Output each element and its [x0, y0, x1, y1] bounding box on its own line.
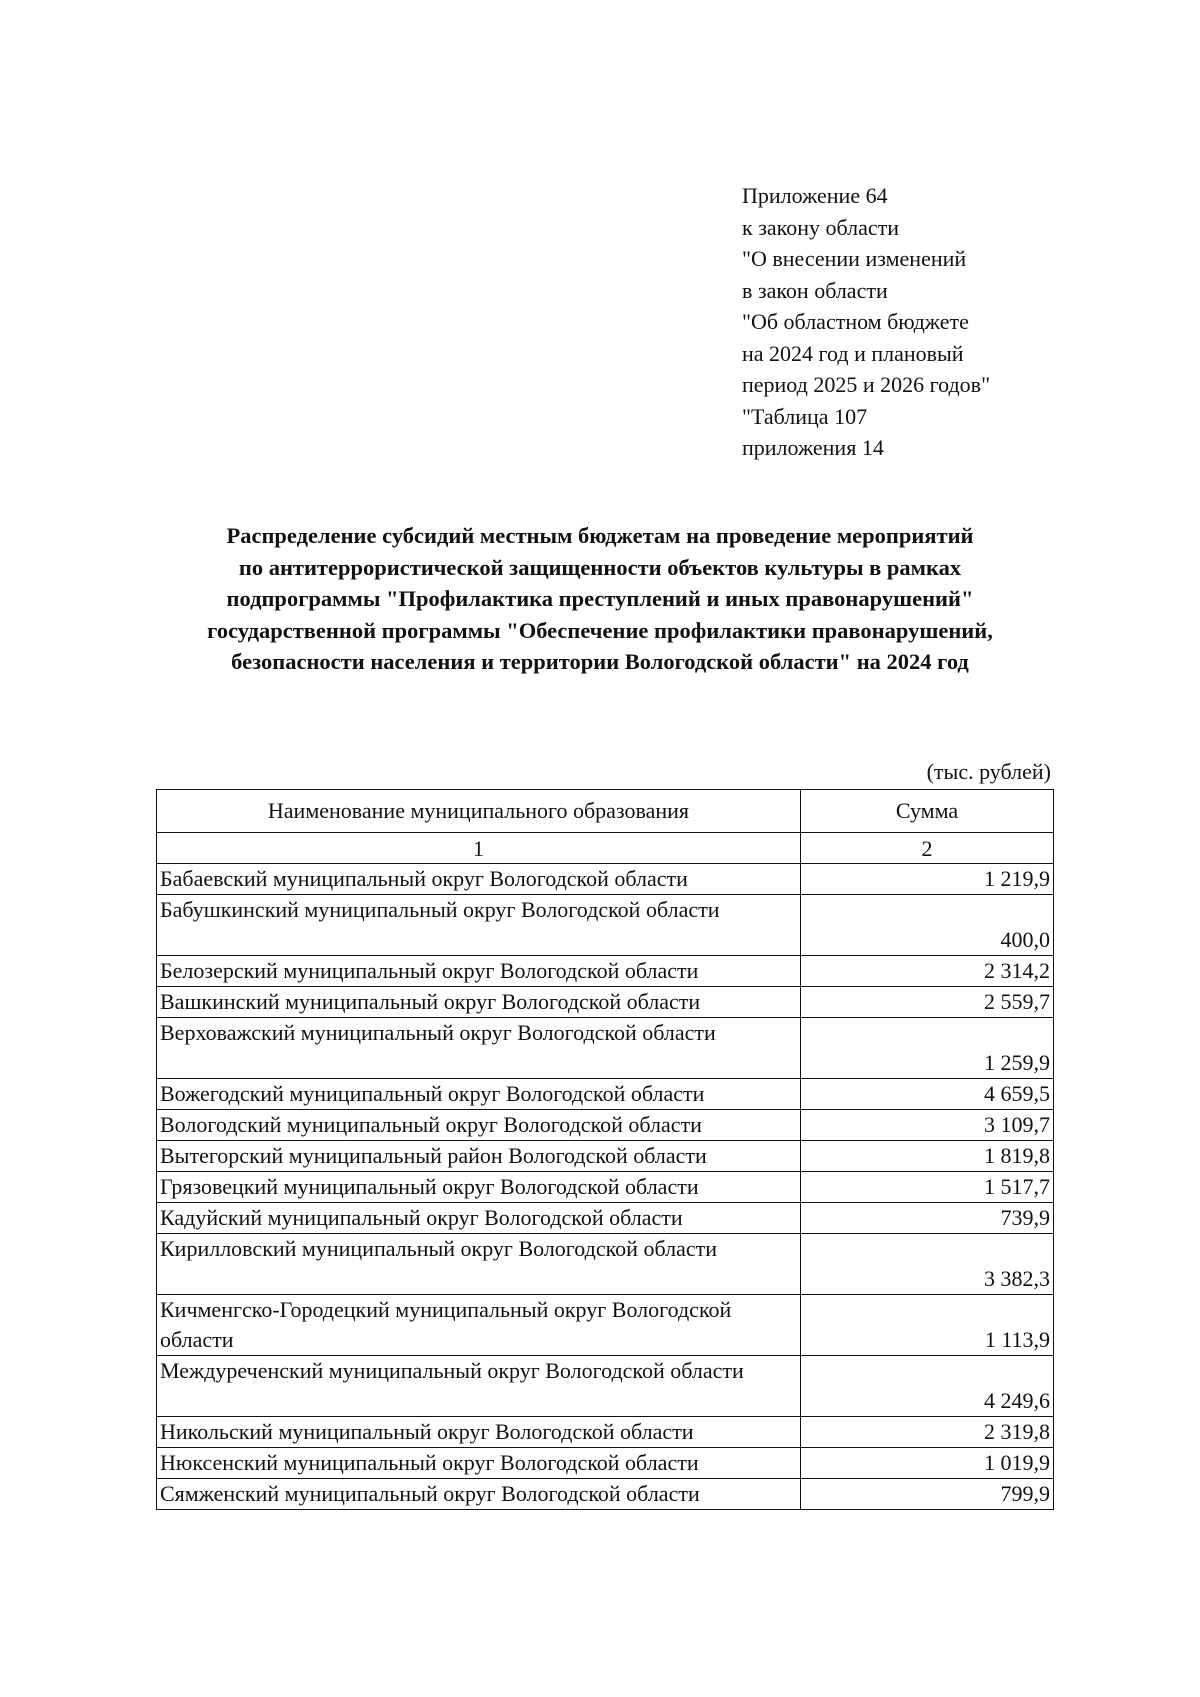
title-line: Распределение субсидий местным бюджетам на проведение мероприятий: [226, 523, 974, 548]
subsidy-sum: 2 314,2: [800, 956, 1053, 987]
municipality-name: Вологодский муниципальный округ Вологодской области: [157, 1110, 801, 1141]
municipality-name: Кадуйский муниципальный округ Вологодской области: [157, 1203, 801, 1234]
column-number: 1: [157, 833, 801, 864]
title-line: государственной программы "Обеспечение профилактики правонарушений,: [207, 617, 993, 643]
subsidy-sum: 1 819,8: [800, 1141, 1053, 1172]
municipality-name: Грязовецкий муниципальный округ Вологодской области: [157, 1172, 801, 1203]
column-number-row: [157, 833, 1054, 864]
municipality-name: Никольский муниципальный округ Вологодской области: [157, 1417, 801, 1448]
header-name: Наименование муниципального образования: [157, 790, 801, 833]
subsidy-sum: 400,0: [800, 895, 1053, 956]
municipality-name: Вашкинский муниципальный округ Вологодской области: [157, 987, 801, 1018]
municipality-name: Бабаевский муниципальный округ Вологодской области: [157, 864, 801, 895]
title-line: безопасности населения и территории Вологодской области" на 2024 год: [231, 649, 969, 674]
appendix-line: "Об областном бюджете: [742, 309, 969, 334]
subsidy-sum: 2 319,8: [800, 1417, 1053, 1448]
table-row: [157, 895, 1054, 956]
municipality-name: Вожегодский муниципальный округ Вологодской области: [157, 1079, 801, 1110]
appendix-line: на 2024 год и плановый: [742, 340, 964, 366]
municipality-name: Кирилловский муниципальный округ Вологодской области: [157, 1234, 801, 1295]
header-sum: Сумма: [800, 790, 1053, 833]
title-line: подпрограммы "Профилактика преступлений и иных правонарушений": [226, 586, 974, 611]
table-row: [157, 1448, 1054, 1479]
appendix-line: период 2025 и 2026 годов": [742, 372, 991, 397]
appendix-line: в закон области: [742, 277, 888, 303]
table-row: [157, 1234, 1054, 1295]
subsidy-sum: 1 113,9: [800, 1295, 1053, 1356]
document-title: [140, 520, 1060, 678]
table-row: [157, 1172, 1054, 1203]
table-row: [157, 1079, 1054, 1110]
table-row: [157, 956, 1054, 987]
table-row: [157, 864, 1054, 895]
municipality-name: Сямженский муниципальный округ Вологодской области: [157, 1479, 801, 1510]
appendix-line: к закону области: [742, 214, 900, 240]
distribution-table: [156, 789, 1054, 1510]
units-label: (тыс. рублей): [926, 759, 1051, 784]
subsidy-sum: 4 249,6: [800, 1356, 1053, 1417]
table-row: [157, 1018, 1054, 1079]
appendix-line: Приложение 64: [742, 183, 888, 208]
table-row: [157, 1295, 1054, 1356]
subsidy-sum: 739,9: [800, 1203, 1053, 1234]
municipality-name: Бабушкинский муниципальный округ Вологодской области: [157, 895, 801, 956]
subsidy-sum: 1 219,9: [800, 864, 1053, 895]
table-row: [157, 1203, 1054, 1234]
appendix-line: "Таблица 107: [742, 403, 868, 429]
appendix-line: приложения 14: [742, 435, 884, 460]
municipality-name: Вытегорский муниципальный район Вологодской области: [157, 1141, 801, 1172]
table-row: [157, 1417, 1054, 1448]
appendix-line: "О внесении изменений: [742, 246, 967, 271]
subsidy-sum: 3 109,7: [800, 1110, 1053, 1141]
municipality-name: Верховажский муниципальный округ Вологодской области: [157, 1018, 801, 1079]
appendix-reference: [742, 180, 990, 464]
subsidy-sum: 2 559,7: [800, 987, 1053, 1018]
table-row: [157, 1141, 1054, 1172]
table-row: [157, 1479, 1054, 1510]
table-row: [157, 1110, 1054, 1141]
column-number: 2: [800, 833, 1053, 864]
subsidy-sum: 1 019,9: [800, 1448, 1053, 1479]
municipality-name: Белозерский муниципальный округ Вологодской области: [157, 956, 801, 987]
subsidy-sum: 3 382,3: [800, 1234, 1053, 1295]
subsidy-sum: 4 659,5: [800, 1079, 1053, 1110]
table-row: [157, 987, 1054, 1018]
municipality-name: Кичменгско-Городецкий муниципальный округ Вологодской области: [157, 1295, 801, 1356]
title-line: по антитеррористической защищенности объектов культуры в рамках: [238, 554, 962, 580]
subsidy-sum: 1 517,7: [800, 1172, 1053, 1203]
table-row: [157, 1356, 1054, 1417]
subsidy-sum: 799,9: [800, 1479, 1053, 1510]
subsidy-sum: 1 259,9: [800, 1018, 1053, 1079]
municipality-name: Междуреченский муниципальный округ Вологодской области: [157, 1356, 801, 1417]
header-row: [157, 790, 1054, 833]
municipality-name: Нюксенский муниципальный округ Вологодской области: [157, 1448, 801, 1479]
